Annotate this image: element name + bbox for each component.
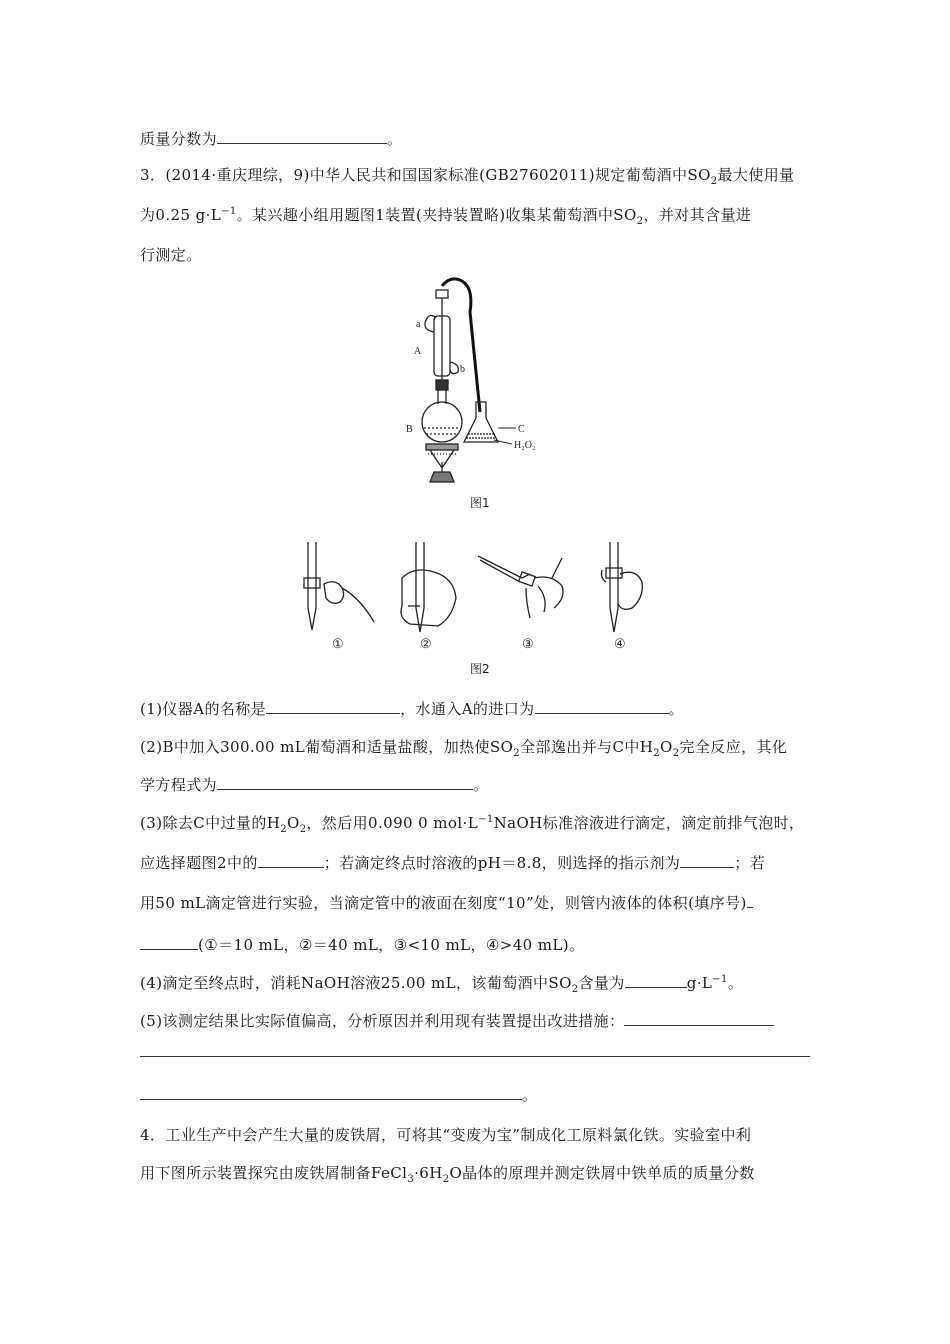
text: 应选择题图2中的 <box>140 854 258 872</box>
question-3-line3 <box>140 244 202 265</box>
text: (①＝10 mL，②＝40 mL，③<10 mL，④>40 mL)。 <box>198 936 585 954</box>
text: ·6H <box>414 1164 443 1182</box>
figure-1-caption: 图1 <box>470 496 490 510</box>
text: ，然后用0.090 0 mol·L <box>306 814 479 832</box>
text: NaOH标准溶液进行滴定，滴定前排气泡时， <box>493 814 805 832</box>
answer-blank[interactable] <box>680 853 734 868</box>
text: O晶体的原理并测定铁屑中铁单质的质量分数 <box>449 1164 755 1182</box>
text: 。 <box>387 130 403 148</box>
text: 学方程式为 <box>140 776 218 794</box>
text: 含量为 <box>578 974 625 992</box>
text: 完全反应，其化 <box>679 738 788 756</box>
text-line <box>140 128 402 149</box>
subscript: 2 <box>571 984 579 995</box>
text: 。某兴趣小组用题图1装置(夹持装置略)收集某葡萄酒中SO <box>236 206 637 224</box>
text: ，并对其含量进 <box>643 206 752 224</box>
text: O <box>286 814 300 832</box>
subscript: 2 <box>636 216 644 227</box>
answer-blank[interactable] <box>217 129 387 144</box>
label-2: ② <box>420 637 432 650</box>
label-a: a <box>416 319 421 330</box>
text: (2)B中加入300.00 mL葡萄酒和适量盐酸，加热使SO <box>140 738 514 756</box>
text: 。 <box>668 700 684 718</box>
answer-blank[interactable] <box>258 853 324 868</box>
part-5 <box>140 1010 774 1031</box>
label-3: ③ <box>522 637 534 650</box>
label-h2o2: H₂O₂ <box>514 440 536 451</box>
figure-1-apparatus <box>390 272 570 492</box>
label-B: B <box>406 424 413 435</box>
subscript: 2 <box>710 176 718 187</box>
part-1 <box>140 698 684 719</box>
part-3-line1 <box>140 812 804 835</box>
answer-blank[interactable] <box>217 775 473 790</box>
subscript: 2 <box>672 748 680 759</box>
text: 。 <box>727 974 744 992</box>
answer-blank[interactable] <box>140 935 198 950</box>
label-4: ④ <box>614 637 626 650</box>
text: 行测定。 <box>140 246 202 264</box>
part-2-line2 <box>140 774 488 795</box>
part-3-line4 <box>140 934 584 955</box>
text: 用50 mL滴定管进行实验，当滴定管中的液面在刻度“10”处，则管内液体的体积(填序号) <box>140 894 747 912</box>
answer-blank[interactable] <box>535 699 669 714</box>
text: 。 <box>522 1086 538 1104</box>
text: ；若滴定终点时溶液的pH＝8.8，则选择的指示剂为 <box>323 854 681 872</box>
answer-blank[interactable] <box>625 973 687 988</box>
part-2-line1 <box>140 736 787 759</box>
text: (4)滴定至终点时，消耗NaOH溶液25.00 mL，该葡萄酒中SO <box>140 974 572 992</box>
part-5-end <box>140 1084 537 1105</box>
text: 。 <box>473 776 489 794</box>
text: 4．工业生产中会产生大量的废铁屑，可将其“变废为宝”制成化工原料氯化铁。实验室中利 <box>140 1126 752 1144</box>
label-A: A <box>414 346 422 357</box>
text: ，水通入A的进口为 <box>400 700 535 718</box>
subscript: 2 <box>653 748 660 759</box>
text: 3．(2014·重庆理综，9)中华人民共和国国家标准(GB27602011)规定葡萄酒中SO <box>140 166 711 184</box>
answer-blank[interactable] <box>624 1011 774 1026</box>
answer-blank[interactable] <box>747 893 753 908</box>
answer-blank[interactable] <box>266 699 400 714</box>
subscript: 2 <box>280 824 287 835</box>
subscript: 2 <box>299 824 307 835</box>
text: 最大使用量 <box>717 166 795 184</box>
figure-2-caption: 图2 <box>470 662 490 676</box>
text: 质量分数为 <box>140 130 218 148</box>
figure-2-burettes <box>290 538 670 650</box>
subscript: 2 <box>513 748 521 759</box>
text: ；若 <box>734 854 766 872</box>
question-4-line1 <box>140 1124 751 1145</box>
text: g·L <box>686 974 713 992</box>
part-3-line2 <box>140 852 765 873</box>
label-b: b <box>460 364 465 375</box>
answer-blank[interactable] <box>140 1085 522 1100</box>
question-4-line2 <box>140 1162 755 1185</box>
superscript: −1 <box>712 974 728 985</box>
part-4 <box>140 972 743 995</box>
text: 为0.25 g·L <box>140 206 222 224</box>
text: (1)仪器A的名称是 <box>140 700 267 718</box>
question-3-line2 <box>140 204 751 227</box>
answer-line[interactable] <box>140 1056 810 1057</box>
text: (5)该测定结果比实际值偏高，分析原因并利用现有装置提出改进措施： <box>140 1012 625 1030</box>
superscript: −1 <box>221 206 237 217</box>
question-3-line1 <box>140 164 795 187</box>
subscript: 2 <box>442 1174 450 1185</box>
text: 全部逸出并与C中H <box>520 738 654 756</box>
subscript: 3 <box>407 1174 415 1185</box>
label-1: ① <box>332 637 344 650</box>
text: (3)除去C中过量的H <box>140 814 281 832</box>
text: O <box>660 738 673 756</box>
label-C: C <box>518 424 525 435</box>
text: 用下图所示装置探究由废铁屑制备FeCl <box>140 1164 408 1182</box>
part-3-line3 <box>140 892 753 913</box>
superscript: −1 <box>478 814 494 825</box>
